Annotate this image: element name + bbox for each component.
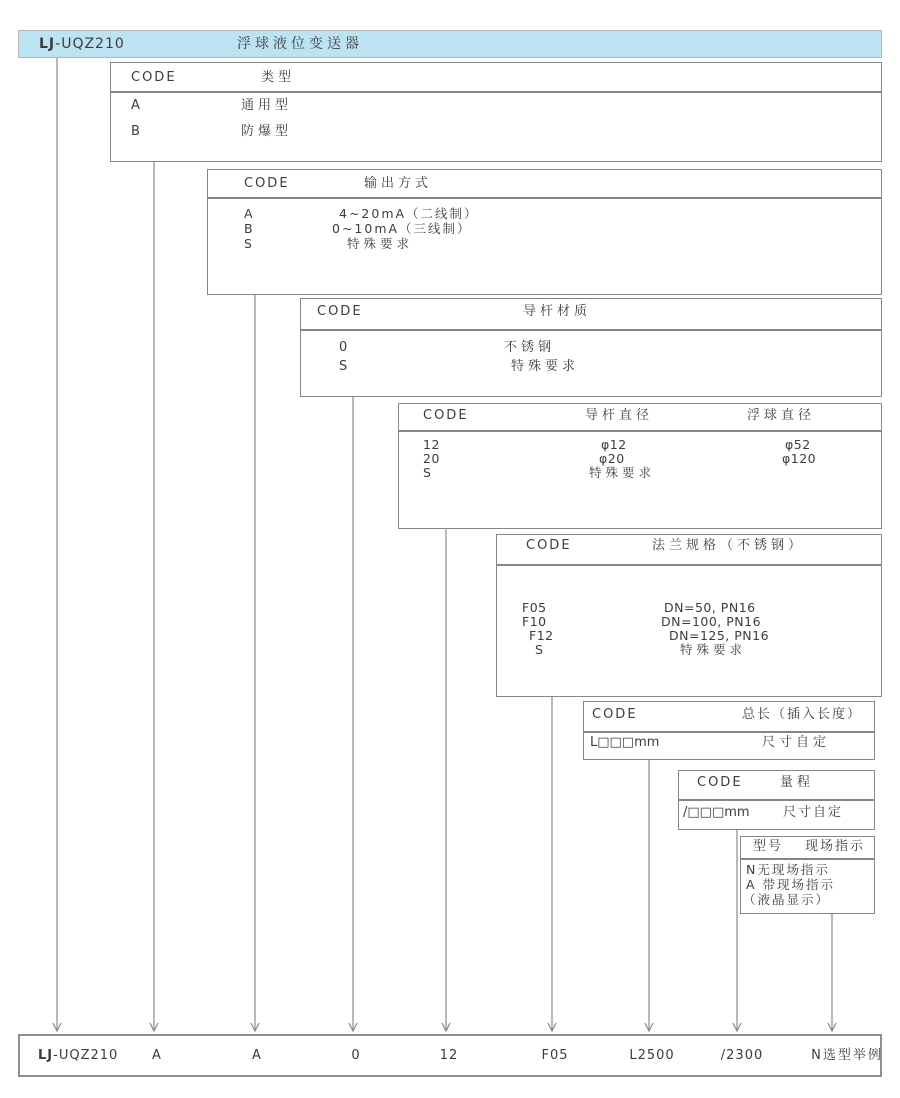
example-value-flange: F05 — [541, 1048, 569, 1063]
table-flange-title: 法兰规格（不锈钢） — [652, 538, 806, 553]
header-divider — [584, 731, 874, 733]
table-type-row-value: 通用型 — [241, 98, 293, 113]
table-range-code-header: CODE — [697, 775, 743, 790]
table-rod-material-row-value: 不锈钢 — [504, 340, 556, 355]
table-flange-row-value: DN=50, PN16 — [664, 600, 756, 615]
table-diameter-row-float: φ120 — [782, 451, 817, 466]
table-indicator-row: A 带现场指示 — [746, 877, 836, 892]
table-type-row-code: A — [131, 98, 141, 113]
example-value-output: A — [252, 1048, 262, 1063]
table-diameter-title-rod: 导杆直径 — [585, 408, 654, 423]
table-flange-row-code: S — [535, 642, 544, 657]
table-diameter-row-code: 12 — [423, 437, 440, 452]
table-indicator-row: N无现场指示 — [746, 862, 830, 877]
table-length-code-header: CODE — [592, 707, 638, 722]
model-suffix: -UQZ210 — [55, 36, 125, 52]
example-note: N选型举例 — [811, 1048, 883, 1063]
table-range — [678, 770, 875, 830]
table-output-row-code: B — [244, 221, 254, 236]
table-output — [207, 169, 882, 295]
product-name: 浮球液位变送器 — [237, 36, 363, 52]
header-divider — [399, 430, 881, 432]
table-indicator-code-header: 型号 — [753, 839, 784, 854]
header-divider — [497, 564, 881, 566]
table-indicator-title: 现场指示 — [805, 839, 866, 854]
model-code — [39, 31, 125, 57]
table-output-row-code: S — [244, 236, 253, 251]
example-value-range: /2300 — [720, 1048, 764, 1063]
example-value-length: L2500 — [629, 1048, 675, 1063]
table-flange-row-code: F10 — [522, 614, 547, 629]
connector-arrow-type — [150, 162, 158, 1031]
table-flange-row-value: DN=125, PN16 — [669, 628, 770, 643]
table-output-row-code: A — [244, 206, 254, 221]
table-rod-material-title: 导杆材质 — [523, 304, 592, 319]
connector-arrow-indicator — [828, 914, 836, 1031]
example-model — [38, 1036, 118, 1075]
example-model-suffix: -UQZ210 — [53, 1048, 119, 1063]
table-type-row-code: B — [131, 124, 141, 139]
example-value-type: A — [152, 1048, 162, 1063]
table-range-row-code: /□□□mm — [683, 805, 750, 820]
table-length-row-value: 尺寸自定 — [762, 735, 831, 750]
table-rod-material-row-code: 0 — [339, 340, 348, 355]
table-flange-row-value: 特殊要求 — [680, 642, 747, 657]
example-value-diameter: 12 — [439, 1048, 459, 1063]
table-diameter-row-rod: φ20 — [599, 451, 625, 466]
table-range-title: 量程 — [780, 775, 815, 790]
table-flange-row-code: F12 — [529, 628, 554, 643]
table-type — [110, 62, 882, 162]
table-diameter-row-rod: φ12 — [601, 437, 627, 452]
table-length-row-code: L□□□mm — [590, 735, 660, 750]
table-type-code-header: CODE — [131, 70, 177, 85]
table-diameter-title-float: 浮球直径 — [747, 408, 816, 423]
connector-arrow-diameter — [442, 529, 450, 1031]
connector-arrow-length — [645, 760, 653, 1031]
header-divider — [301, 329, 881, 331]
table-flange — [496, 534, 882, 697]
header-divider — [679, 799, 874, 801]
table-flange-row-code: F05 — [522, 600, 547, 615]
table-length-title: 总长（插入长度） — [742, 707, 863, 722]
example-model-prefix: LJ — [38, 1048, 54, 1063]
table-indicator-row: （液晶显示） — [743, 892, 831, 907]
table-diameter-code-header: CODE — [423, 408, 469, 423]
table-indicator — [740, 836, 875, 914]
table-length — [583, 701, 875, 760]
table-output-row-value: 特殊要求 — [347, 236, 414, 251]
connector-arrow-rod-material — [349, 397, 357, 1031]
example-value-rod-material: 0 — [351, 1048, 361, 1063]
table-rod-material-code-header: CODE — [317, 304, 363, 319]
model-prefix: LJ — [39, 36, 56, 52]
table-output-code-header: CODE — [244, 176, 290, 191]
table-output-row-value: 0~10mA（三线制） — [332, 221, 472, 236]
table-diameter-row-code: 20 — [423, 451, 440, 466]
table-rod-material-row-code: S — [339, 359, 348, 374]
table-range-row-value: 尺寸自定 — [783, 805, 844, 820]
table-flange-code-header: CODE — [526, 538, 572, 553]
table-output-title: 输出方式 — [364, 176, 433, 191]
table-diameter-row-rod: 特殊要求 — [589, 465, 656, 480]
table-diameter-row-code: S — [423, 465, 432, 480]
connector-arrow-model — [53, 58, 61, 1031]
header-divider — [741, 858, 874, 860]
table-diameter-row-float: φ52 — [785, 437, 811, 452]
connector-arrow-flange — [548, 697, 556, 1031]
header-divider — [111, 91, 881, 93]
table-output-row-value: 4~20mA（二线制） — [339, 206, 479, 221]
header-divider — [208, 197, 881, 199]
table-type-row-value: 防爆型 — [241, 124, 293, 139]
table-type-title: 类型 — [261, 70, 296, 85]
connector-arrow-output — [251, 295, 259, 1031]
header-bar — [18, 30, 882, 58]
table-diameter — [398, 403, 882, 529]
table-rod-material — [300, 298, 882, 397]
table-flange-row-value: DN=100, PN16 — [661, 614, 762, 629]
example-row — [18, 1034, 882, 1077]
table-rod-material-row-value: 特殊要求 — [511, 359, 580, 374]
